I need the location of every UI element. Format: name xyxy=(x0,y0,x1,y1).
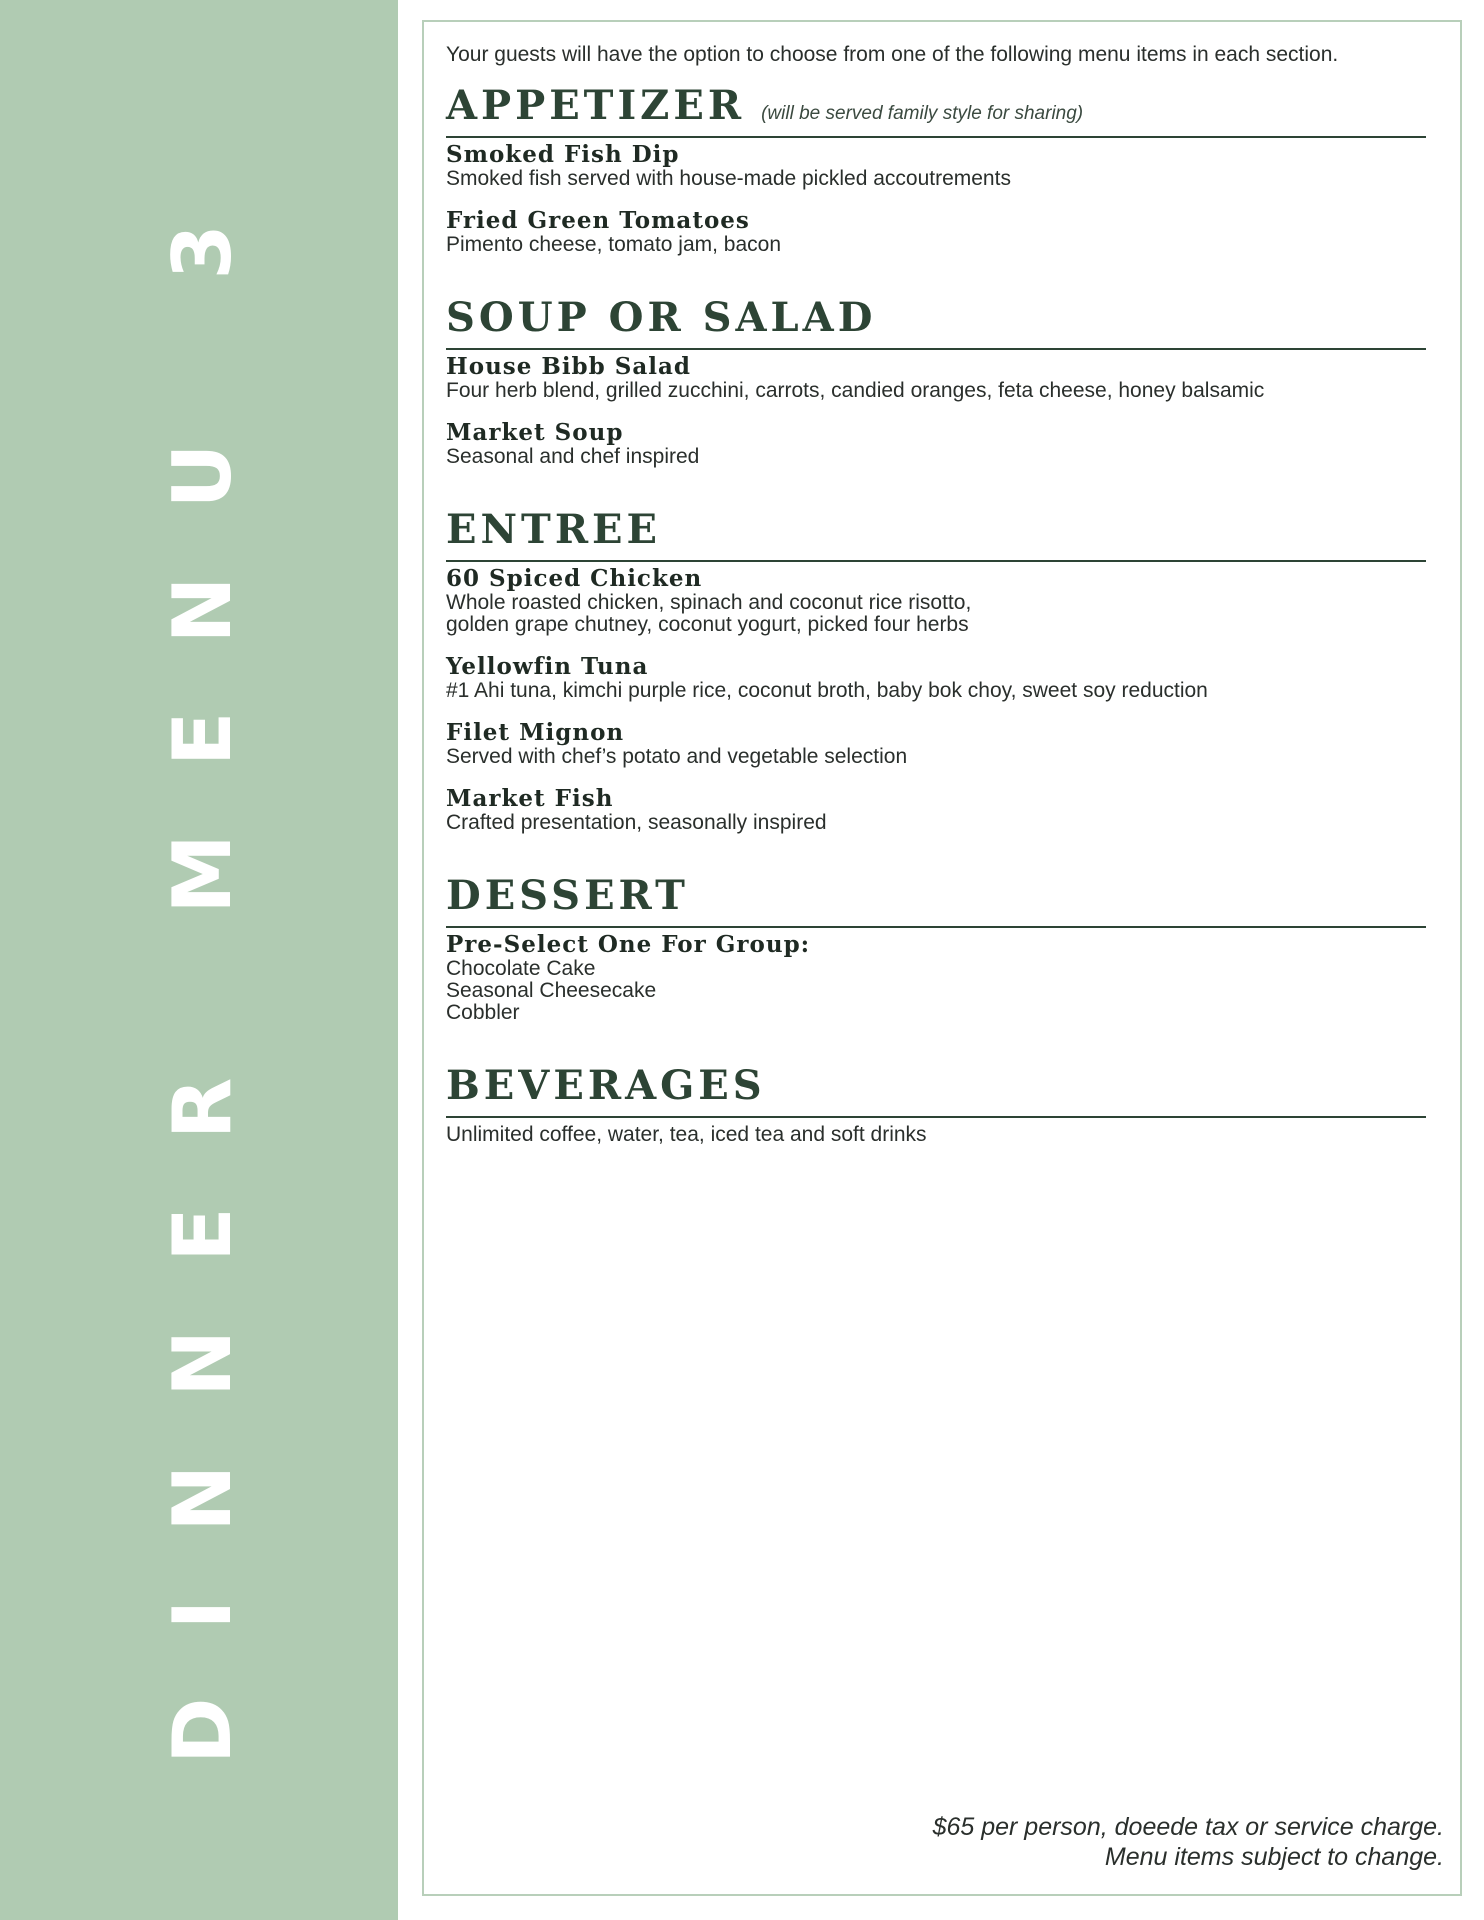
menu-item xyxy=(446,142,1426,190)
section-header xyxy=(446,1064,1426,1118)
item-name: House Bibb Salad xyxy=(446,353,691,380)
item-description: #1 Ahi tuna, kimchi purple rice, coconut broth, baby bok choy, sweet soy reduction xyxy=(446,679,1208,702)
section-entree xyxy=(446,508,1426,834)
intro-text: Your guests will have the option to choose from one of the following menu items in each section. xyxy=(446,43,1339,66)
item-description: Unlimited coffee, water, tea, iced tea and soft drinks xyxy=(446,1123,927,1146)
section-beverages xyxy=(446,1064,1426,1146)
section-appetizer xyxy=(446,84,1426,256)
section-header xyxy=(446,874,1426,928)
section-dessert xyxy=(446,874,1426,1024)
menu-item xyxy=(446,566,1426,636)
section-header xyxy=(446,508,1426,562)
item-description-line: Whole roasted chicken, spinach and coconut rice risotto, xyxy=(446,591,972,614)
footer-note xyxy=(933,1812,1444,1872)
menu-content xyxy=(446,40,1426,1186)
menu-item xyxy=(446,208,1426,256)
item-name: Yellowfin Tuna xyxy=(446,653,649,680)
menu-item xyxy=(446,1124,1426,1146)
item-description-line: golden grape chutney, coconut yogurt, picked four herbs xyxy=(446,613,969,636)
dessert-options xyxy=(446,932,1426,1024)
item-name: Market Fish xyxy=(446,785,614,812)
section-note: (will be served family style for sharing) xyxy=(761,103,1084,124)
section-header xyxy=(446,296,1426,350)
section-title: SOUP OR SALAD xyxy=(446,294,877,341)
change-note: Menu items subject to change. xyxy=(1104,1843,1444,1871)
menu-item xyxy=(446,354,1426,402)
price-note: $65 per person, doeede tax or service charge. xyxy=(932,1813,1444,1841)
section-title: DESSERT xyxy=(446,872,689,919)
dessert-option: Seasonal Cheesecake xyxy=(446,979,657,1002)
item-name: 60 Spiced Chicken xyxy=(446,565,703,592)
section-header xyxy=(446,84,1426,138)
sidebar-title: DINNER MENU 3 xyxy=(156,156,249,1764)
dessert-option: Chocolate Cake xyxy=(446,957,596,980)
section-title: BEVERAGES xyxy=(446,1062,766,1109)
section-title: ENTREE xyxy=(446,506,662,553)
item-name: Filet Mignon xyxy=(446,719,625,746)
sidebar xyxy=(0,0,398,1920)
item-name: Market Soup xyxy=(446,419,624,446)
menu-item xyxy=(446,720,1426,768)
item-description: Four herb blend, grilled zucchini, carrots, candied oranges, feta cheese, honey balsamic xyxy=(446,379,1265,402)
menu-item xyxy=(446,786,1426,834)
section-soup-salad xyxy=(446,296,1426,468)
item-description: Pimento cheese, tomato jam, bacon xyxy=(446,233,782,256)
item-name: Fried Green Tomatoes xyxy=(446,207,750,234)
section-title: APPETIZER xyxy=(446,82,746,129)
menu-item xyxy=(446,420,1426,468)
item-name: Smoked Fish Dip xyxy=(446,141,680,168)
item-description: Crafted presentation, seasonally inspired xyxy=(446,811,827,834)
dessert-option: Cobbler xyxy=(446,1001,520,1024)
item-name: Pre-Select One For Group: xyxy=(446,931,811,958)
item-description: Seasonal and chef inspired xyxy=(446,445,700,468)
item-description: Smoked fish served with house-made pickled accoutrements xyxy=(446,167,1011,190)
menu-item xyxy=(446,654,1426,702)
item-description: Served with chef’s potato and vegetable selection xyxy=(446,745,908,768)
